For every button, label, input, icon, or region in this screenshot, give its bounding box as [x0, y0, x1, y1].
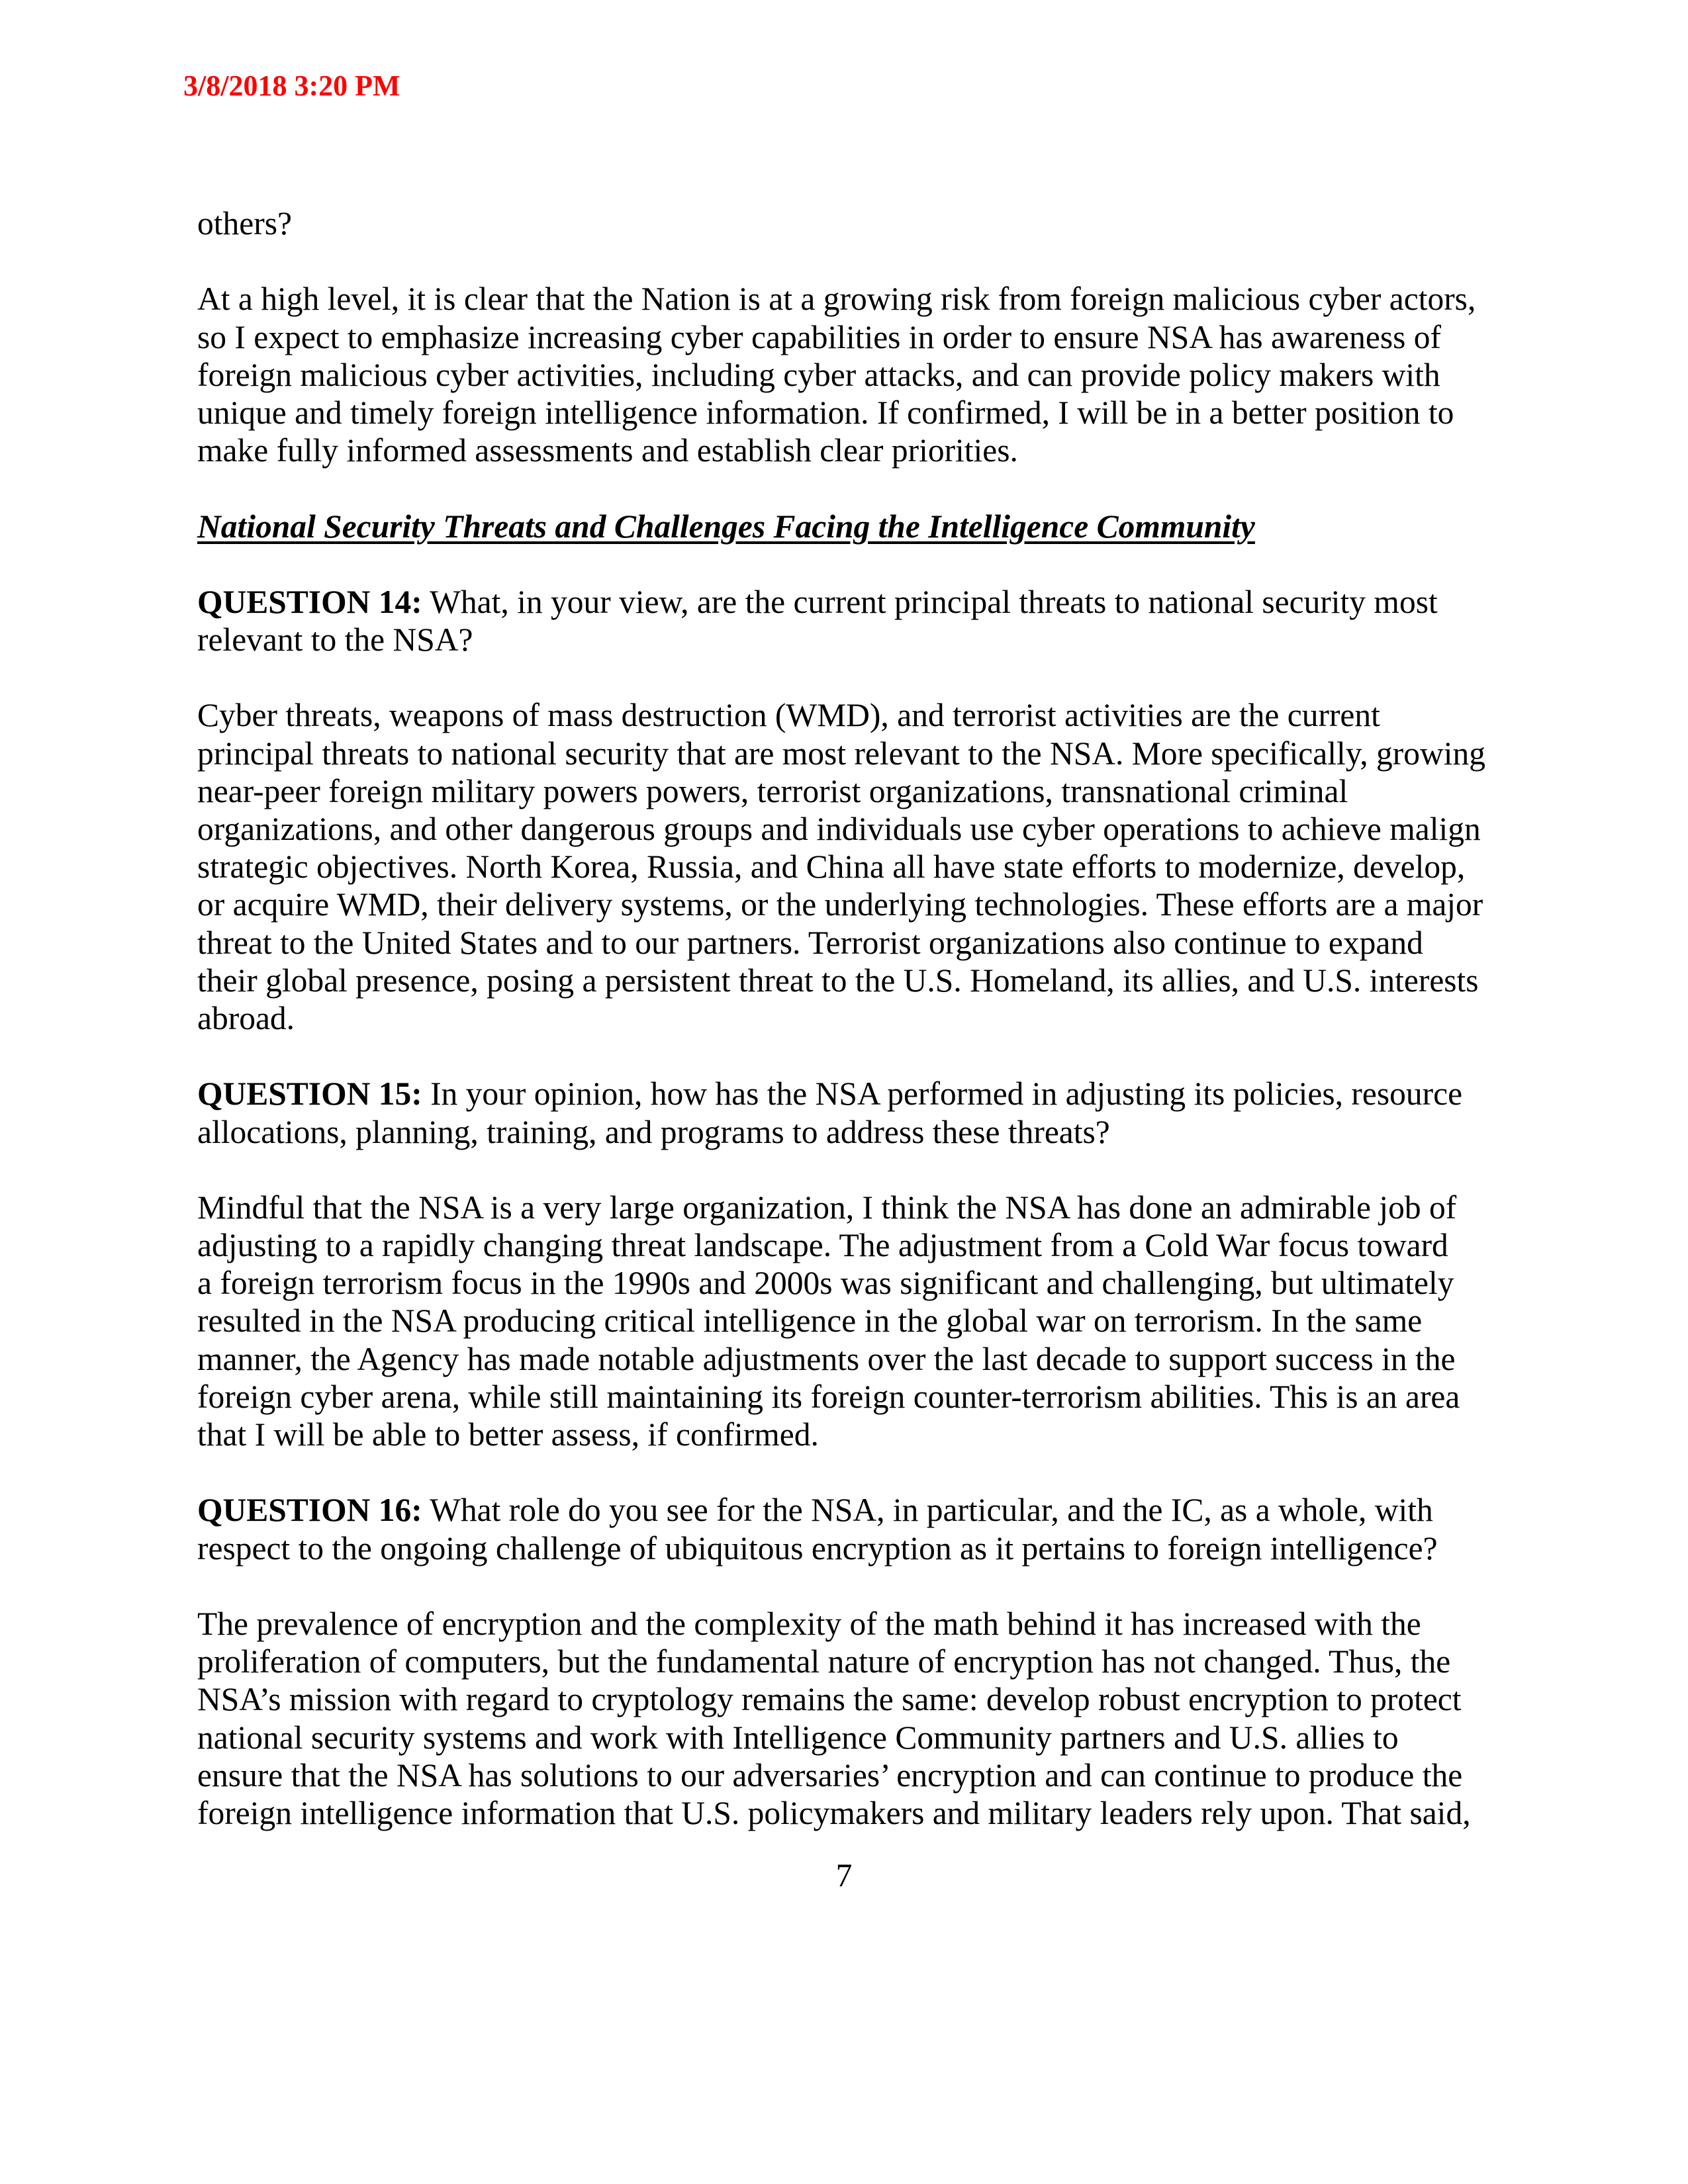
paragraph-spacer: [197, 659, 1521, 696]
text-line: [197, 696, 1521, 734]
line-text: manner, the Agency has made notable adjustments over the last decade to support success in the: [197, 1340, 1456, 1377]
line-text: so I expect to emphasize increasing cyber capabilities in order to ensure NSA has awareness of: [197, 318, 1441, 355]
text-line: [197, 1378, 1521, 1416]
paragraph: [197, 280, 1521, 469]
paragraph: [197, 1605, 1521, 1832]
line-text: The prevalence of encryption and the complexity of the math behind it has increased with the: [197, 1605, 1421, 1642]
text-line: [197, 583, 1521, 621]
text-line: [197, 924, 1521, 962]
text-line: [197, 508, 1521, 545]
heading-text: National Security Threats and Challenges Facing the Intelligence Community: [197, 508, 1255, 545]
line-text: allocations, planning, training, and programs to address these threats?: [197, 1113, 1110, 1150]
line-text: near-peer foreign military powers powers, terrorist organizations, transnational criminal: [197, 772, 1348, 809]
text-line: [197, 1302, 1521, 1340]
line-text: unique and timely foreign intelligence information. If confirmed, I will be in a better position to: [197, 394, 1454, 431]
line-text: principal threats to national security that are most relevant to the NSA. More specifically, growing: [197, 735, 1485, 772]
line-text: Cyber threats, weapons of mass destruction (WMD), and terrorist activities are the current: [197, 697, 1380, 734]
line-text: organizations, and other dangerous groups and individuals use cyber operations to achieve malign: [197, 811, 1481, 847]
paragraph-spacer: [197, 1567, 1521, 1605]
text-line: [197, 1189, 1521, 1226]
print-timestamp: 3/8/2018 3:20 PM: [183, 69, 400, 102]
text-line: [197, 1605, 1521, 1643]
line-text: threat to the United States and to our partners. Terrorist organizations also continue to expand: [197, 924, 1423, 961]
text-line: [197, 1113, 1521, 1151]
line-text: strategic objectives. North Korea, Russia, and China all have state efforts to modernize, develop,: [197, 848, 1466, 886]
line-text: foreign cyber arena, while still maintaining its foreign counter-terrorism abilities. This is an area: [197, 1378, 1460, 1415]
text-line: [197, 318, 1521, 356]
question-label: QUESTION 16:: [197, 1492, 422, 1529]
line-text: national security systems and work with Intelligence Community partners and U.S. allies to: [197, 1719, 1399, 1756]
text-line: [197, 432, 1521, 469]
line-text: respect to the ongoing challenge of ubiquitous encryption as it pertains to foreign intelligence?: [197, 1529, 1438, 1567]
line-text: What, in your view, are the current principal threats to national security most: [422, 583, 1438, 620]
question-block: [197, 1075, 1521, 1150]
text-line: [197, 735, 1521, 772]
text-line: [197, 962, 1521, 999]
line-text: make fully informed assessments and establish clear priorities.: [197, 432, 1018, 469]
paragraph: [197, 696, 1521, 1037]
line-text: What role do you see for the NSA, in particular, and the IC, as a whole, with: [422, 1492, 1433, 1529]
text-line: [197, 1529, 1521, 1567]
paragraph-spacer: [197, 469, 1521, 507]
line-text: a foreign terrorism focus in the 1990s and 2000s was significant and challenging, but ultimately: [197, 1265, 1454, 1302]
text-line: [197, 886, 1521, 923]
paragraph-spacer: [197, 545, 1521, 583]
page-number: 7: [835, 1857, 853, 1893]
text-line: [197, 848, 1521, 886]
text-line: [197, 1340, 1521, 1378]
text-line: [197, 810, 1521, 848]
line-text: others?: [197, 205, 292, 242]
line-text: resulted in the NSA producing critical intelligence in the global war on terrorism. In the same: [197, 1302, 1423, 1340]
line-text: relevant to the NSA?: [197, 621, 473, 659]
paragraph: [197, 205, 1521, 242]
text-line: [197, 1416, 1521, 1453]
text-line: [197, 1264, 1521, 1302]
text-line: [197, 1226, 1521, 1264]
text-line: [197, 1075, 1521, 1113]
section-heading: [197, 508, 1521, 545]
text-line: [197, 1794, 1521, 1832]
text-line: [197, 1680, 1521, 1718]
line-text: proliferation of computers, but the fundamental nature of encryption has not changed. Thus, the: [197, 1643, 1451, 1680]
paragraph-spacer: [197, 1037, 1521, 1075]
line-text: abroad.: [197, 999, 295, 1036]
paragraph: [197, 1189, 1521, 1453]
line-text: ensure that the NSA has solutions to our adversaries’ encryption and can continue to produce the: [197, 1756, 1463, 1794]
text-line: [197, 1491, 1521, 1529]
line-text: NSA’s mission with regard to cryptology remains the same: develop robust encryption to protect: [197, 1681, 1462, 1718]
text-line: [197, 772, 1521, 810]
text-line: [197, 1756, 1521, 1794]
line-text: that I will be able to better assess, if confirmed.: [197, 1416, 819, 1453]
text-line: [197, 356, 1521, 394]
paragraph-spacer: [197, 1151, 1521, 1189]
line-text: their global presence, posing a persistent threat to the U.S. Homeland, its allies, and U.S. interests: [197, 962, 1479, 999]
line-text: At a high level, it is clear that the Nation is at a growing risk from foreign malicious cyber actors,: [197, 281, 1476, 318]
line-text: foreign intelligence information that U.S. policymakers and military leaders rely upon. That said,: [197, 1794, 1471, 1831]
question-label: QUESTION 15:: [197, 1075, 422, 1113]
question-label: QUESTION 14:: [197, 583, 422, 620]
text-line: [197, 1719, 1521, 1756]
paragraph-spacer: [197, 1453, 1521, 1491]
text-line: [197, 280, 1521, 318]
text-line: [197, 621, 1521, 659]
line-text: foreign malicious cyber activities, including cyber attacks, and can provide policy makers with: [197, 356, 1440, 393]
text-line: [197, 205, 1521, 242]
text-line: [197, 394, 1521, 432]
line-text: Mindful that the NSA is a very large organization, I think the NSA has done an admirable job of: [197, 1189, 1457, 1226]
question-block: [197, 583, 1521, 659]
text-line: [197, 1643, 1521, 1680]
paragraph-spacer: [197, 242, 1521, 280]
text-line: [197, 999, 1521, 1037]
line-text: or acquire WMD, their delivery systems, or the underlying technologies. These efforts are a major: [197, 886, 1483, 923]
line-text: adjusting to a rapidly changing threat landscape. The adjustment from a Cold War focus toward: [197, 1227, 1448, 1264]
line-text: In your opinion, how has the NSA performed in adjusting its policies, resource: [422, 1075, 1463, 1113]
question-block: [197, 1491, 1521, 1567]
document-body: [197, 205, 1521, 1832]
